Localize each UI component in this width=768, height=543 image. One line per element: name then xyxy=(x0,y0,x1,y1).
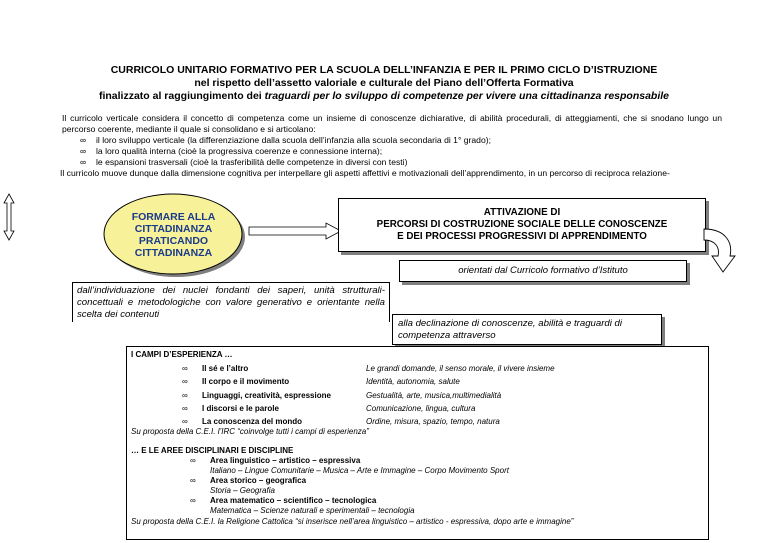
campo-desc: Comunicazione, lingua, cultura xyxy=(366,404,476,413)
intro-bullet-text: le espansioni trasversali (cioè la trasferibilità delle competenze in diversi con testi) xyxy=(96,157,408,167)
campo-desc: Identità, autonomia, salute xyxy=(366,377,460,386)
campo-item xyxy=(182,391,331,401)
intro-bullet-text: il loro sviluppo verticale (la differenziazione dalla scuola dell’infanzia alla scuola secondaria di 1° grado); xyxy=(96,135,491,145)
campi-note: Su proposta della C.E.I. l’IRC “coinvolge tutti i campi di esperienza” xyxy=(131,427,369,436)
title-line-2: nel rispetto dell’assetto valoriale e culturale del Piano dell’Offerta Formativa xyxy=(194,77,574,89)
infinity-icon: ∞ xyxy=(182,404,188,413)
intro-bullet xyxy=(62,146,722,157)
title-line-1: CURRICOLO UNITARIO FORMATIVO PER LA SCUOLA DELL’INFANZIA E PER IL PRIMO CICLO D’ISTRUZIONE xyxy=(110,64,658,76)
area-name: Area matematico – scientifico – tecnologica xyxy=(210,496,377,505)
infinity-icon: ∞ xyxy=(80,135,87,145)
campi-heading: I CAMPI D’ESPERIENZA … xyxy=(131,350,233,359)
intro-closing: Il curricolo muove dunque dalla dimensione cognitiva per interpellare gli aspetti affettivi e motivazionali dell’apprendimento, in un percorso di reciproca relazione- xyxy=(60,168,670,178)
ellipse-line: CITTADINANZA xyxy=(134,223,213,235)
attivazione-line: PERCORSI DI COSTRUZIONE SOCIALE DELLE CONOSCENZE xyxy=(376,219,668,230)
aree-note: Su proposta della C.E.I. la Religione Cattolica “si inserisce nell’area linguistico – artistico - espressiva, dopo arte e immagine” xyxy=(131,517,574,526)
campo-desc: Le grandi domande, il senso morale, il vivere insieme xyxy=(366,364,555,373)
infinity-icon: ∞ xyxy=(182,364,188,373)
area-item xyxy=(190,476,306,486)
vertical-double-arrow-icon xyxy=(3,193,15,241)
curved-arrow-icon xyxy=(690,226,738,276)
orientati-box: orientati dal Curricolo formativo d’Istituto xyxy=(399,260,687,282)
infinity-icon: ∞ xyxy=(190,456,196,465)
area-name: Area storico – geografica xyxy=(210,476,307,485)
declinazione-box: alla declinazione di conoscenze, abilità e traguardi di competenza attraverso xyxy=(392,314,662,345)
attivazione-line: E DEI PROCESSI PROGRESSIVI DI APPRENDIMENTO xyxy=(397,231,647,242)
intro-bullet xyxy=(62,157,722,168)
campo-name: Il corpo e il movimento xyxy=(202,377,290,386)
aree-heading: … E LE AREE DISCIPLINARI E DISCIPLINE xyxy=(131,446,294,455)
infinity-icon: ∞ xyxy=(80,157,87,167)
area-item xyxy=(190,496,376,506)
campo-name: Linguaggi, creatività, espressione xyxy=(202,391,331,400)
infinity-icon: ∞ xyxy=(190,496,196,505)
infinity-icon: ∞ xyxy=(190,476,196,485)
title-line-3-prefix: finalizzato al raggiungimento dei xyxy=(98,90,265,102)
cittadinanza-ellipse xyxy=(103,193,246,278)
attivazione-line: ATTIVAZIONE DI xyxy=(483,207,561,218)
campo-desc: Ordine, misura, spazio, tempo, natura xyxy=(366,417,500,426)
infinity-icon: ∞ xyxy=(182,417,188,426)
campo-name: I discorsi e le parole xyxy=(202,404,279,413)
intro-section xyxy=(62,113,722,179)
area-item xyxy=(190,456,360,466)
campo-item xyxy=(182,417,302,427)
intro-bullet xyxy=(62,135,722,146)
title-line-3 xyxy=(0,90,768,103)
infinity-icon: ∞ xyxy=(182,391,188,400)
infinity-icon: ∞ xyxy=(80,146,87,156)
individuazione-box: dall’individuazione dei nuclei fondanti dei saperi, unità strutturali-concettuali e metodologiche con valore generativo e orientante nella scelta dei contenuti xyxy=(72,282,390,322)
intro-bullet-text: la loro qualità interna (cioè la progressiva coerenze e connessione interna); xyxy=(96,146,383,156)
intro-paragraph: Il curricolo verticale considera il concetto di competenza come un insieme di conoscenze dichiarative, di abilità procedurali, di atteggiamenti, che si snodano lungo un percorso coerente, mediante il quale si consolidano e si articolano: xyxy=(62,113,722,134)
area-desc: Matematica – Scienze naturali e sperimentali – tecnologia xyxy=(210,506,415,515)
right-arrow-icon xyxy=(248,222,343,240)
infinity-icon: ∞ xyxy=(182,377,188,386)
area-desc: Italiano – Lingue Comunitarie – Musica – Arte e Immagine – Corpo Movimento Sport xyxy=(210,466,509,475)
campo-item xyxy=(182,364,248,374)
ellipse-line: PRATICANDO xyxy=(138,235,209,247)
attivazione-box xyxy=(338,198,706,252)
campo-desc: Gestualità, arte, musica,multimedialità xyxy=(366,391,502,400)
campo-item xyxy=(182,377,289,387)
ellipse-line: CITTADINANZA xyxy=(134,247,213,259)
campo-name: La conoscenza del mondo xyxy=(202,417,303,426)
area-desc: Storia – Geografia xyxy=(210,486,275,495)
area-name: Area linguistico – artistico – espressiva xyxy=(210,456,361,465)
campo-item xyxy=(182,404,279,414)
title-line-3-italic: traguardi per lo sviluppo di competenze per vivere una cittadinanza responsabile xyxy=(264,90,670,102)
ellipse-line: FORMARE ALLA xyxy=(131,211,216,223)
campo-name: Il sé e l’altro xyxy=(202,364,249,373)
